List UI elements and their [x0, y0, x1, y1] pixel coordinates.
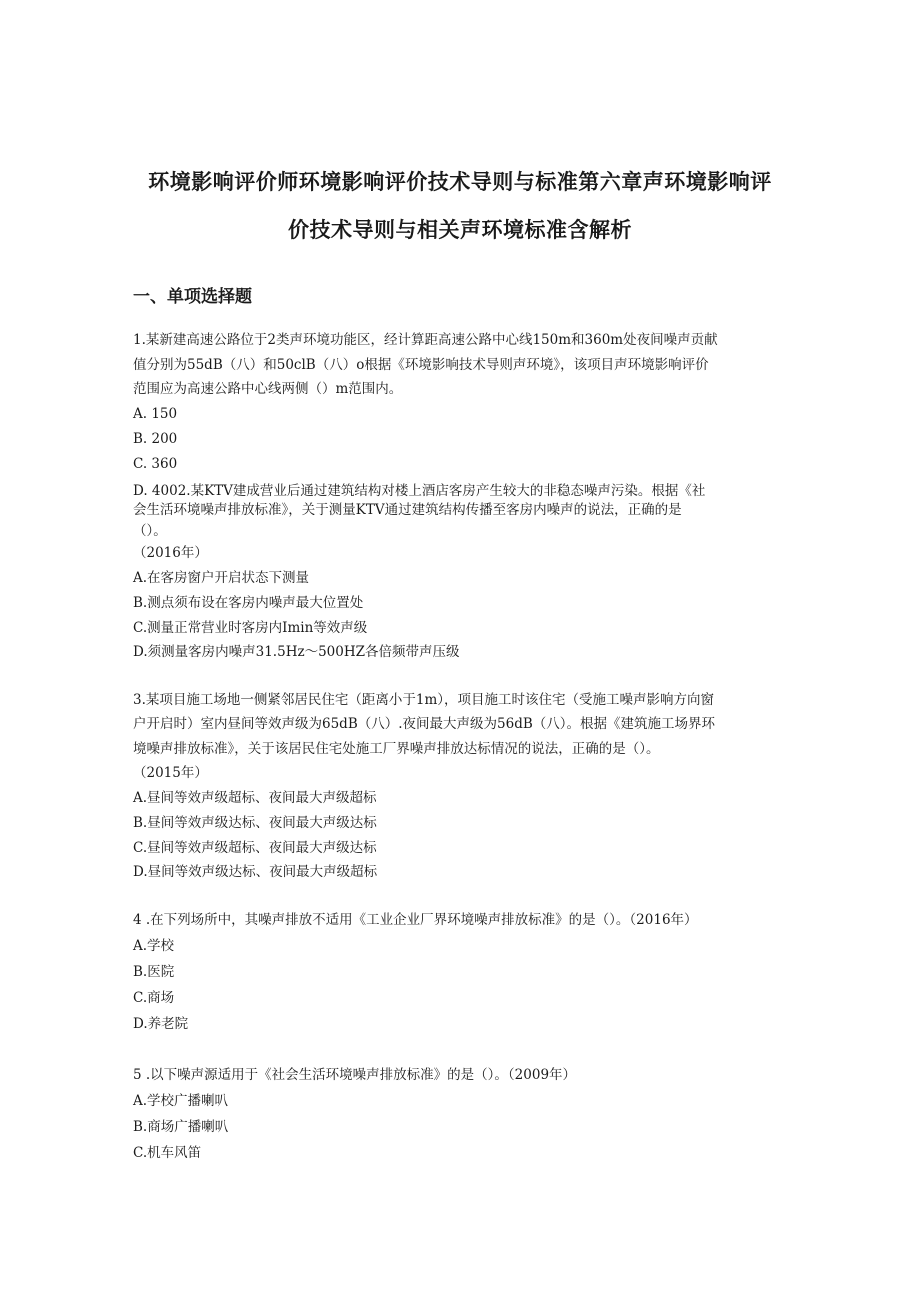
q5-option-a: A.学校广播喇叭 — [133, 1093, 229, 1109]
q2-text-line-2: 会生活环境噪声排放标准》，关于测量KTV通过建筑结构传播至客房内噪声的说法，正确的是 — [133, 502, 682, 518]
q5-option-c: C.机车风笛 — [133, 1145, 202, 1161]
section-heading: 一、单项选择题 — [133, 287, 252, 307]
q3-year: （2015年） — [133, 765, 208, 781]
q1-option-b: B. 200 — [133, 431, 178, 447]
q2-text-line-1: D. 4002.某KTV建成营业后通过建筑结构对楼上酒店客房产生较大的非稳态噪声污染。根据《社 — [133, 483, 706, 499]
q2-option-b: B.测点须布设在客房内噪声最大位置处 — [133, 595, 364, 611]
q3-text-line-3: 境噪声排放标准》，关于该居民住宅处施工厂界噪声排放达标情况的说法，正确的是（）。 — [133, 741, 660, 757]
q3-option-c: C.昼间等效声级超标、夜间最大声级达标 — [133, 840, 377, 856]
q2-text-line-3: （）。 — [133, 523, 167, 539]
q4-text-line-1: 4 .在下列场所中，其噪声排放不适用《工业企业厂界环境噪声排放标准》的是（）。（2016年） — [133, 912, 698, 928]
q2-year: （2016年） — [133, 545, 208, 561]
q2-option-d: D.须测量客房内噪声31.5Hz～500HZ各倍频带声压级 — [133, 644, 460, 660]
q3-option-b: B.昼间等效声级达标、夜间最大声级达标 — [133, 815, 377, 831]
q3-text-line-1: 3.某项目施工场地一侧紧邻居民住宅（距离小于1m），项目施工时该住宅（受施工噪声影响方向窗 — [133, 692, 715, 708]
document-title-line-1: 环境影响评价师环境影响评价技术导则与标准第六章声环境影响评 — [148, 170, 772, 194]
q1-text-line-3: 范围应为高速公路中心线两侧（）m范围内。 — [133, 381, 403, 397]
q3-option-a: A.昼间等效声级超标、夜间最大声级超标 — [133, 790, 377, 806]
q3-option-d: D.昼间等效声级达标、夜间最大声级超标 — [133, 864, 378, 880]
q4-option-c: C.商场 — [133, 990, 175, 1006]
q5-option-b: B.商场广播喇叭 — [133, 1119, 229, 1135]
q2-option-a: A.在客房窗户开启状态下测量 — [133, 570, 310, 586]
q1-text-line-1: 1.某新建高速公路位于2类声环境功能区，经计算距高速公路中心线150m和360m处夜间噪声贡献 — [133, 332, 718, 348]
document-title-line-2: 价技术导则与相关声环境标准含解析 — [288, 218, 632, 242]
q3-text-line-2: 户开启时）室内昼间等效声级为65dB（八）.夜间最大声级为56dB（八）。根据《建筑施工场界环 — [133, 716, 716, 732]
q2-option-c: C.测量正常营业时客房内Imin等效声级 — [133, 620, 368, 636]
q1-option-a: A. 150 — [133, 406, 178, 422]
q1-option-c: C. 360 — [133, 456, 178, 472]
q5-text-line-1: 5 .以下噪声源适用于《社会生活环境噪声排放标准》的是（）。（2009年） — [133, 1067, 577, 1083]
q4-option-b: B.医院 — [133, 964, 175, 980]
q4-option-a: A.学校 — [133, 938, 175, 954]
q4-option-d: D.养老院 — [133, 1016, 189, 1032]
q1-text-line-2: 值分别为55dB（八）和50clB（八）o根据《环境影响技术导则声环境》，该项目声环境影响评价 — [133, 357, 709, 373]
